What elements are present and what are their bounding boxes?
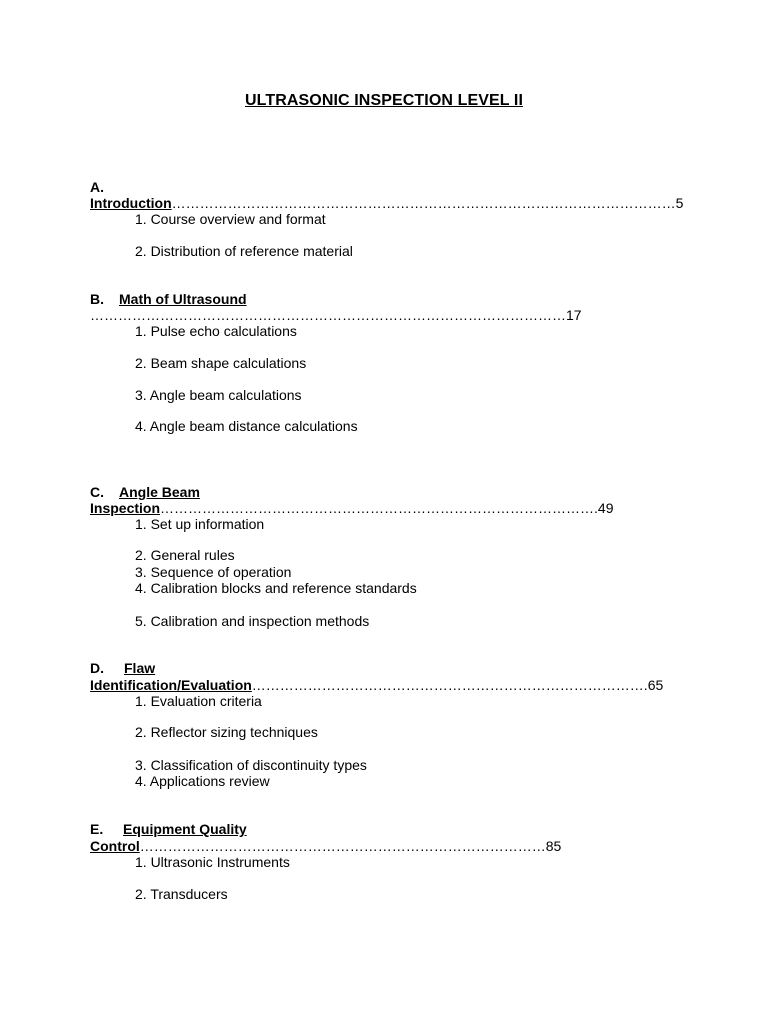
section-c-heading-cont: Inspection — [90, 500, 161, 516]
section-c-heading: Angle Beam — [119, 484, 200, 500]
section-a-leader-dots: ……………………………………………………………………………………………… — [171, 195, 676, 211]
section-d-letter: D. — [90, 660, 104, 676]
section-a-letter: A. — [90, 179, 104, 195]
section-b-heading: Math of Ultrasound — [119, 291, 247, 307]
section-d-item: 4. Applications review — [135, 773, 270, 789]
section-a-heading: Introduction — [90, 195, 172, 211]
section-b-item: 4. Angle beam distance calculations — [135, 418, 358, 434]
section-b-item: 2. Beam shape calculations — [135, 355, 307, 371]
section-a-heading-line — [90, 195, 683, 211]
section-b-item: 3. Angle beam calculations — [135, 387, 302, 403]
section-b-item: 1. Pulse echo calculations — [135, 323, 297, 339]
section-c-page-number: 49 — [597, 500, 614, 516]
section-a-item: 1. Course overview and format — [135, 211, 326, 227]
section-c-heading-line — [90, 500, 613, 516]
section-a-item: 2. Distribution of reference material — [135, 243, 353, 259]
section-b-letter: B. — [90, 291, 104, 307]
section-e-page-number: 85 — [545, 838, 562, 854]
section-c-leader-dots: …………………………………………………………………………………. — [160, 500, 598, 516]
section-b-leader-dots: ………………………………………………………………………………………… — [90, 307, 566, 323]
section-e-heading-cont: Control — [90, 838, 140, 854]
section-e-leader-dots: …………………………………………………………………………… — [139, 838, 546, 854]
section-c-item: 3. Sequence of operation — [135, 564, 292, 580]
section-c-item: 4. Calibration blocks and reference standards — [135, 580, 417, 596]
page-title: ULTRASONIC INSPECTION LEVEL II — [245, 92, 523, 109]
section-c-item: 1. Set up information — [135, 516, 265, 532]
section-e-heading: Equipment Quality — [123, 821, 247, 837]
section-c-item: 2. General rules — [135, 547, 235, 563]
section-d-leader-dots: …………………………………………………………………………. — [251, 677, 648, 693]
section-b-page-number: 17 — [566, 307, 582, 323]
section-e-letter: E. — [90, 821, 104, 837]
section-c-letter: C. — [90, 484, 104, 500]
section-d-item: 3. Classification of discontinuity types — [135, 757, 367, 773]
section-e-item: 1. Ultrasonic Instruments — [135, 854, 290, 870]
section-a-page-number: 5 — [675, 195, 684, 211]
section-e-item: 2. Transducers — [135, 886, 228, 902]
section-d-page-number: 65 — [647, 677, 664, 693]
section-d-item: 1. Evaluation criteria — [135, 693, 262, 709]
section-c-item: 5. Calibration and inspection methods — [135, 613, 370, 629]
section-b-heading-line — [90, 307, 582, 323]
section-e-heading-line — [90, 838, 561, 854]
section-d-item: 2. Reflector sizing techniques — [135, 724, 318, 740]
section-d-heading: Flaw — [124, 660, 156, 676]
section-d-heading-cont: Identification/Evaluation — [90, 677, 252, 693]
section-d-heading-line — [90, 677, 663, 693]
